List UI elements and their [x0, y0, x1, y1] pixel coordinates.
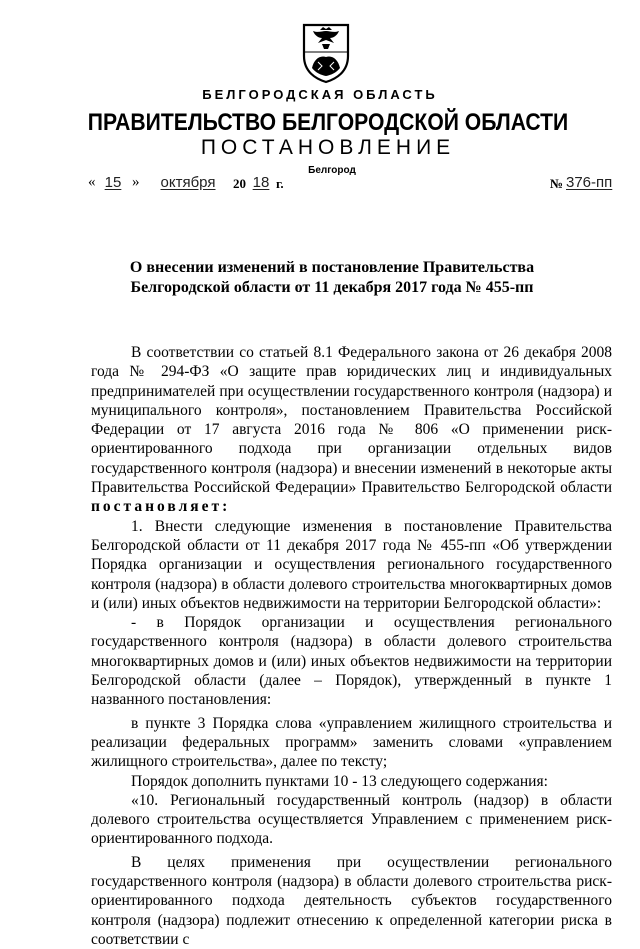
body-paragraph: В целях применения при осуществлении регионального государственного контроля (надзора) в области долевого строительства риск-ориентированного подхода деятельность субъектов государственного контроля (надзора) подлежит отнесению к определенной категории риска в соответствии с	[91, 853, 612, 948]
date-year-suffix: 18	[252, 174, 270, 191]
date-year-prefix: 20	[233, 176, 246, 191]
resolves-word: постановляет	[91, 498, 223, 516]
body-paragraph: в пункте 3 Порядка слова «управлением жилищного строительства и реализации федеральных программ» заменить словами «управлением жилищного строительства», далее по тексту;	[91, 714, 612, 771]
number-sign: №	[550, 176, 564, 191]
body-paragraph: Порядок дополнить пунктами 10 - 13 следующего содержания:	[131, 772, 548, 790]
date-month: октября	[160, 174, 216, 191]
preamble-colon: :	[222, 498, 228, 516]
date-open-quote: «	[88, 174, 96, 190]
preamble-text: В соответствии со статьей 8.1 Федерального закона от 26 декабря 2008 года № 294-ФЗ «О защите прав юридических лиц и индивидуальных предпринимателей при осуществлении государственного контроля (надзора) и муниципального контроля», постановлением Правительства Российской Федерации от 17 августа 2016 года № 806 «О применении риск-ориентированного подхода при организации отдельных видов государственного контроля (надзора) и внесении изменений в некоторые акты Правительства Российской Федерации» Правительство Белгородской области	[91, 344, 612, 497]
subject-line-1: О внесении изменений в постановление Правительства	[129, 259, 535, 276]
document-subject	[0, 258, 640, 298]
date-close-quote: »	[132, 174, 140, 190]
document-body	[91, 343, 612, 949]
region-name: БЕЛГОРОДСКАЯ ОБЛАСТЬ	[202, 87, 438, 102]
body-paragraph: «10. Региональный государственный контроль (надзор) в области долевого строительства осуществляется Управлением с применением риск-ориентированного подхода.	[91, 791, 612, 848]
city-name: Белгород	[308, 165, 356, 176]
date-number-line	[88, 174, 618, 196]
body-paragraph: - в Порядок организации и осуществления регионального государственного контроля (надзора) в области долевого строительства многоквартирных домов и (или) иных объектов недвижимости на территории Белгородской области (далее – Порядок), утвержденный в пункте 1 названного постановления:	[91, 614, 612, 709]
body-paragraph: 1. Внести следующие изменения в постановление Правительства Белгородской области от 11 декабря 2017 года № 455-пп «Об утверждении Порядка организации и осуществления регионального государственного контроля (надзора) в области долевого строительства многоквартирных домов и (или) иных объектов недвижимости на территории Белгородской области»:	[91, 517, 612, 612]
government-title: ПРАВИТЕЛЬСТВО БЕЛГОРОДСКОЙ ОБЛАСТИ	[87, 109, 569, 136]
body-paragraph	[91, 343, 612, 517]
subject-line-2: Белгородской области от 11 декабря 2017 года № 455-пп	[130, 279, 534, 296]
coat-of-arms-icon	[300, 22, 352, 84]
date-year-abbr: г.	[276, 176, 284, 191]
date-day: 15	[104, 174, 122, 191]
document-number: 376-пп	[566, 174, 613, 191]
document-type: ПОСТАНОВЛЕНИЕ	[200, 136, 456, 159]
